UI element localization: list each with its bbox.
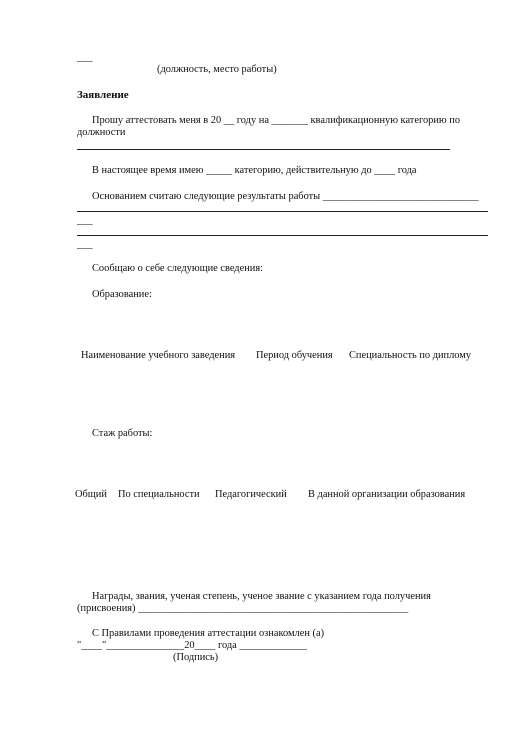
experience-label: Стаж работы: [92,428,153,439]
info-intro: Сообщаю о себе следующие сведения: [92,263,263,274]
education-column-period: Период обучения [256,350,333,361]
education-column-institution: Наименование учебного заведения [81,350,236,361]
position-caption: (должность, место работы) [157,64,277,75]
awards-line-2: (присвоения) ____________________________________________________ [77,603,409,614]
document-heading: Заявление [77,89,129,101]
top-dash: ___ [77,52,93,63]
current-category-line: В настоящее время имею _____ категорию, действительную до ____ года [92,165,417,176]
experience-column-specialty: По специальности [118,489,200,500]
fill-line [77,211,488,212]
education-label: Образование: [92,289,152,300]
date-line: "____"_______________20____ года _____________ [77,640,307,651]
request-line-2: должности [77,127,126,138]
grounds-dash-1: ___ [77,215,93,226]
education-column-specialty: Специальность по диплому [349,350,472,361]
rules-acknowledgement: С Правилами проведения аттестации ознакомлен (а) [92,628,325,639]
experience-column-total: Общий [75,489,107,500]
experience-column-pedagogical: Педагогический [215,489,287,500]
awards-line-1: Награды, звания, ученая степень, ученое звание с указанием года получения [92,591,431,602]
fill-line [77,149,450,150]
experience-column-organization: В данной организации образования [308,489,466,500]
fill-line [77,235,488,236]
grounds-dash-2: ___ [77,239,93,250]
grounds-line: Основанием считаю следующие результаты работы ______________________________ [92,191,479,202]
signature-caption: (Подпись) [173,652,219,663]
request-line-1: Прошу аттестовать меня в 20 __ году на _______ квалификационную категорию по [92,115,461,126]
